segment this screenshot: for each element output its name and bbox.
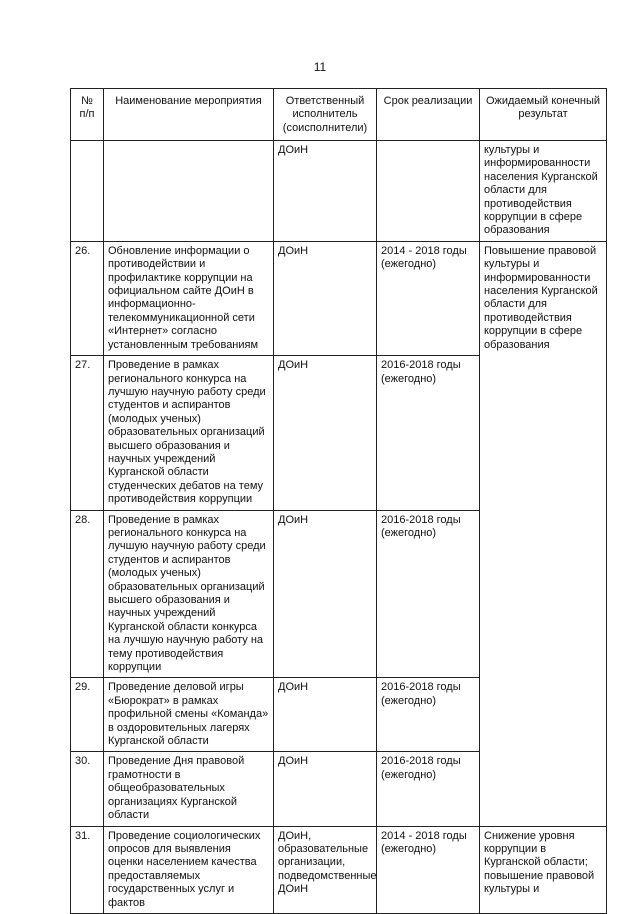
row-num: 29. [71, 678, 104, 752]
table-header-row [71, 89, 607, 141]
row-term: 2016-2018 годы (ежегодно) [377, 356, 480, 510]
table-row [71, 826, 607, 913]
row-name: Обновление информации о противодействии и профилактике коррупции на официальном сайте ДОиН в информационно-телекоммуникационной сети «Интернет» согласно установленным требованиям [104, 241, 274, 355]
row-num [71, 141, 104, 242]
row-num: 31. [71, 826, 104, 913]
row-name: Проведение Дня правовой грамотности в общеобразовательных организациях Курганской области [104, 752, 274, 826]
header-num: № п/п [71, 89, 104, 141]
table-row [71, 141, 607, 242]
row-executor: ДОиН [274, 356, 377, 510]
row-result: Повышение правовой культуры и информированности населения Курганской области для противодействия коррупции в сфере образования [480, 241, 607, 826]
row-name: Проведение деловой игры «Бюрократ» в рамках профильной смены «Команда» в оздоровительных лагерях Курганской области [104, 678, 274, 752]
header-term: Срок реализации [377, 89, 480, 141]
row-term: 2016-2018 годы (ежегодно) [377, 678, 480, 752]
row-term: 2014 - 2018 годы (ежегодно) [377, 241, 480, 355]
row-result: культуры и информированности населения Курганской области для противодействия коррупции в сфере образования [480, 141, 607, 242]
header-name: Наименование мероприятия [104, 89, 274, 141]
header-result: Ожидаемый конечный результат [480, 89, 607, 141]
row-executor: ДОиН [274, 752, 377, 826]
row-term: 2016-2018 годы (ежегодно) [377, 510, 480, 678]
row-executor: ДОиН [274, 241, 377, 355]
row-term: 2016-2018 годы (ежегодно) [377, 752, 480, 826]
row-term: 2014 - 2018 годы (ежегодно) [377, 826, 480, 913]
row-executor: ДОиН [274, 510, 377, 678]
row-num: 26. [71, 241, 104, 355]
row-name: Проведение социологических опросов для выявления оценки населением качества предоставляемых государственных услуг и фактов [104, 826, 274, 913]
table-row [71, 241, 607, 355]
page-number: 11 [313, 60, 327, 74]
measures-table [70, 88, 607, 914]
header-executor: Ответственный исполнитель (соисполнители) [274, 89, 377, 141]
row-num: 30. [71, 752, 104, 826]
row-executor: ДОиН [274, 141, 377, 242]
row-name: Проведение в рамках регионального конкурса на лучшую научную работу среди студентов и аспирантов (молодых ученых) образовательных организаций высшего образования и научных учреждений Курганской области студенческих дебатов на тему противодействия коррупции [104, 356, 274, 510]
row-executor: ДОиН, образовательные организации, подведомственные ДОиН [274, 826, 377, 913]
row-num: 27. [71, 356, 104, 510]
row-name: Проведение в рамках регионального конкурса на лучшую научную работу среди студентов и аспирантов (молодых ученых) образовательных организаций высшего образования и научных учреждений Курганской области конкурса на лучшую научную работу на тему противодействия коррупции [104, 510, 274, 678]
row-executor: ДОиН [274, 678, 377, 752]
row-num: 28. [71, 510, 104, 678]
row-result: Снижение уровня коррупции в Курганской области; повышение правовой культуры и [480, 826, 607, 913]
row-name [104, 141, 274, 242]
row-term [377, 141, 480, 242]
